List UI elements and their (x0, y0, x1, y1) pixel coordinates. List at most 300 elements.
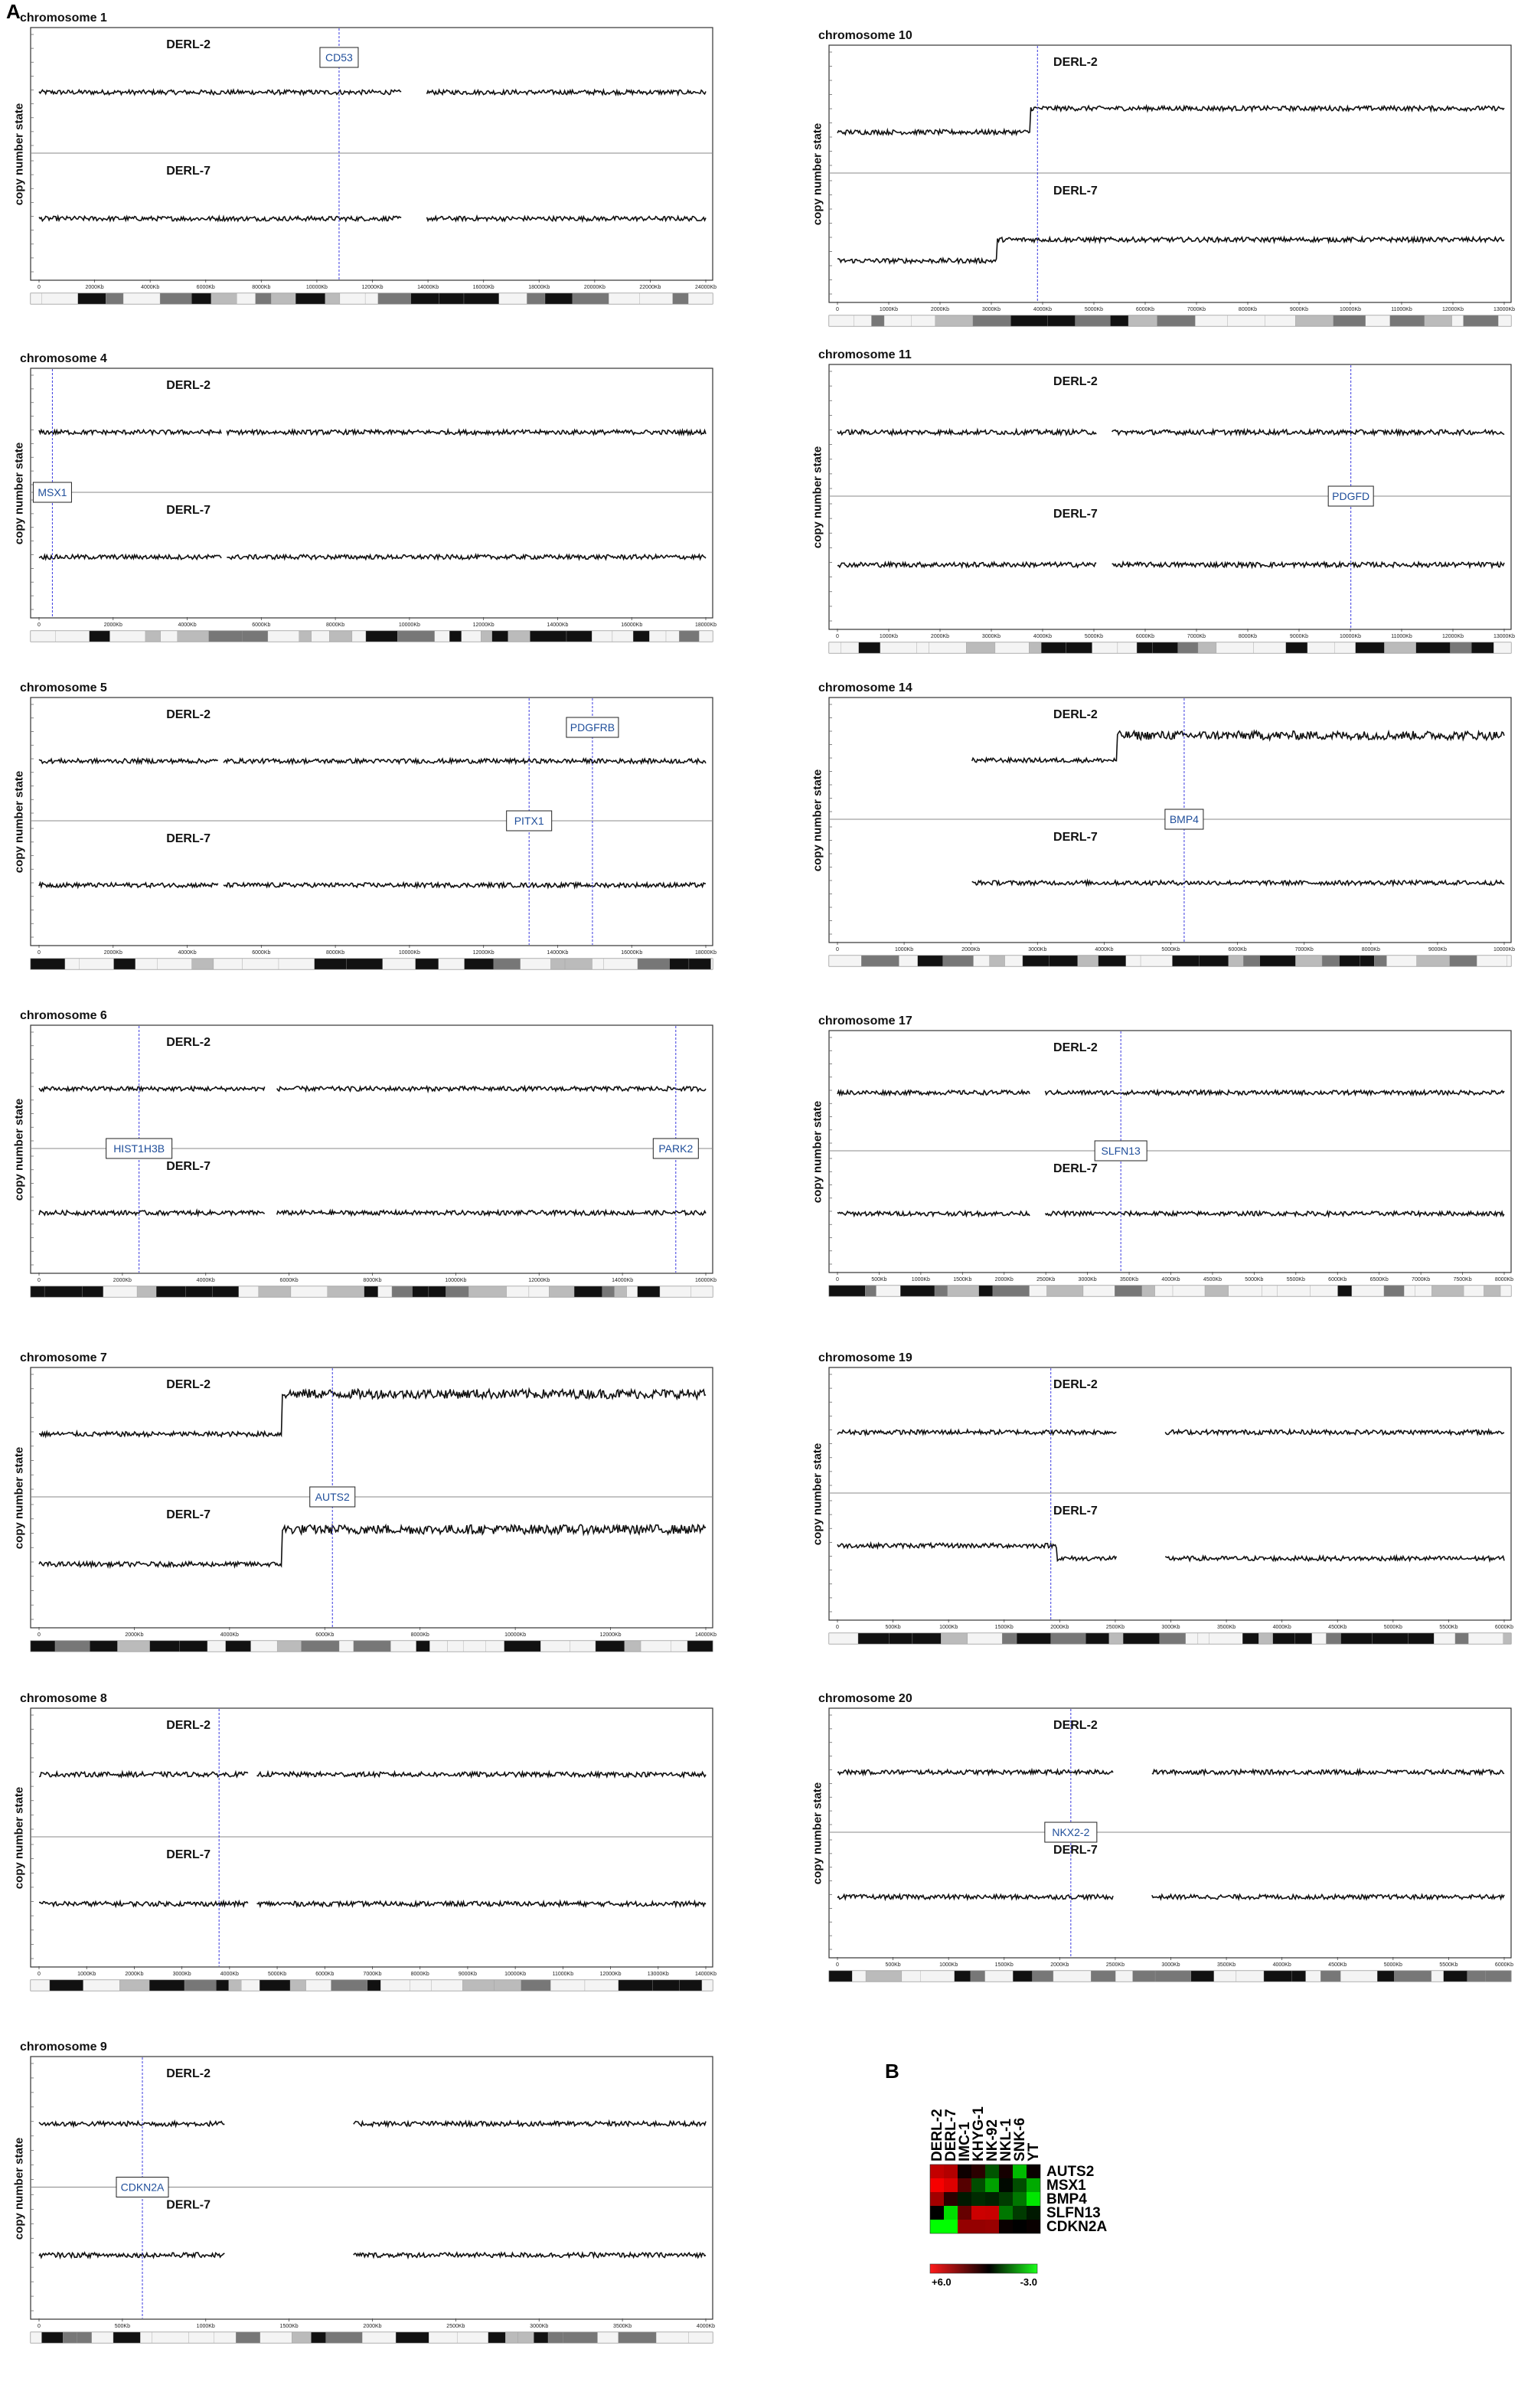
heatmap-row-label: SLFN13 (1046, 2205, 1101, 2221)
series-label: DERL-7 (166, 2198, 211, 2212)
ideogram-band (291, 1286, 328, 1297)
x-tick-label: 5500Kb (1439, 1625, 1458, 1630)
ideogram-band (1091, 1971, 1115, 1982)
ideogram-band (448, 1641, 464, 1652)
ideogram-band (352, 631, 366, 642)
ideogram-band (711, 959, 713, 969)
y-axis-label: copy number state (811, 446, 824, 549)
ideogram-band (671, 1641, 687, 1652)
y-axis-label: copy number state (811, 769, 824, 872)
gene-label: HIST1H3B (113, 1142, 165, 1155)
ideogram-band (1029, 642, 1041, 653)
ideogram-band (1137, 642, 1152, 653)
heatmap-cell (944, 2192, 958, 2206)
ideogram-band (242, 959, 279, 969)
ideogram-band (1236, 1971, 1264, 1982)
x-tick-label: 10000Kb (504, 1632, 527, 1638)
ideogram-band (1384, 1286, 1404, 1296)
x-tick-label: 0 (836, 1625, 839, 1630)
x-tick-label: 14000Kb (694, 1972, 717, 1977)
ideogram-band (65, 959, 79, 969)
ideogram-band (492, 631, 508, 642)
x-tick-label: 4500Kb (1328, 1625, 1347, 1630)
ideogram-band (214, 959, 243, 969)
ideogram-band (1451, 642, 1472, 653)
ideogram-band (259, 1286, 291, 1297)
series-label: DERL-7 (1053, 1505, 1098, 1518)
ideogram-band (295, 293, 325, 304)
x-tick-label: 1000Kb (895, 947, 914, 952)
x-tick-label: 4000Kb (220, 1972, 239, 1977)
x-tick-label: 500Kb (885, 1962, 901, 1968)
x-tick-label: 0 (836, 947, 839, 952)
x-tick-label: 3500Kb (1119, 1277, 1139, 1282)
ideogram-band (858, 1633, 889, 1644)
x-tick-label: 0 (836, 307, 839, 312)
ideogram-band (1415, 1286, 1431, 1296)
ideogram-band (390, 1641, 416, 1652)
ideogram-band (488, 2332, 505, 2343)
ideogram-band (534, 2332, 548, 2343)
x-tick-label: 2000Kb (930, 634, 950, 639)
ideogram-band (83, 1980, 120, 1991)
chromosome-plot (30, 368, 717, 657)
ideogram-band (612, 631, 633, 642)
ideogram-band (429, 1641, 447, 1652)
x-tick-label: 16000Kb (472, 285, 495, 290)
ideogram-band (439, 293, 464, 304)
x-tick-label: 13000Kb (647, 1972, 669, 1977)
ideogram-band (1322, 956, 1340, 966)
ideogram-band (1500, 1286, 1511, 1296)
ideogram-band (140, 2332, 152, 2343)
x-tick-label: 12000Kb (361, 285, 384, 290)
heatmap-cell (1027, 2192, 1040, 2206)
ideogram-band (277, 1641, 301, 1652)
x-tick-label: 2500Kb (1105, 1625, 1125, 1630)
ideogram-band (1498, 315, 1511, 326)
x-tick-label: 24000Kb (694, 285, 717, 290)
series-label: DERL-2 (1053, 1041, 1098, 1054)
ideogram-band (1216, 642, 1254, 653)
heatmap-cell (944, 2220, 958, 2233)
ideogram-band (935, 315, 973, 326)
ideogram-band (918, 956, 943, 966)
ideogram-band (1229, 1286, 1262, 1296)
ideogram-band (1503, 1633, 1511, 1644)
ideogram-band (861, 956, 899, 966)
ideogram-band (1053, 1971, 1091, 1982)
ideogram-band (941, 1633, 968, 1644)
ideogram-band (119, 1980, 149, 1991)
ideogram-band (1078, 956, 1098, 966)
chromosome-title: chromosome 4 (20, 352, 107, 365)
ideogram-band (439, 959, 465, 969)
ideogram-band (1374, 956, 1386, 966)
ideogram-band (615, 1286, 627, 1297)
ideogram-band (77, 2332, 92, 2343)
x-tick-label: 8000Kb (1238, 307, 1258, 312)
ideogram-band (521, 959, 551, 969)
ideogram-band (1178, 642, 1198, 653)
x-tick-label: 0 (38, 950, 41, 956)
ideogram-band (241, 1980, 260, 1991)
ideogram-band (106, 293, 123, 304)
ideogram-band (31, 1286, 44, 1297)
heatmap-column-label: IMC-1 (957, 2122, 973, 2161)
ideogram-band (315, 959, 347, 969)
heatmap-cell (999, 2220, 1013, 2233)
y-axis-label: copy number state (12, 2137, 26, 2240)
x-tick-label: 1000Kb (196, 2324, 215, 2329)
ideogram-band (1109, 1633, 1123, 1644)
ideogram-band (299, 631, 312, 642)
ideogram-band (184, 1980, 216, 1991)
x-tick-label: 3000Kb (1078, 1277, 1097, 1282)
ideogram-band (378, 293, 411, 304)
ideogram-band (679, 1980, 702, 1991)
series-label: DERL-2 (166, 1036, 211, 1049)
ideogram-band (549, 1286, 574, 1297)
x-tick-label: 18000Kb (694, 950, 717, 956)
ideogram-band (1123, 1633, 1160, 1644)
ideogram-band (192, 959, 214, 969)
x-tick-label: 5000Kb (1084, 307, 1104, 312)
ideogram-band (548, 2332, 563, 2343)
ideogram-band (521, 1980, 551, 1991)
ideogram-band (699, 631, 713, 642)
ideogram-band (1295, 956, 1322, 966)
x-tick-label: 1000Kb (77, 1972, 96, 1977)
ideogram-band (329, 631, 352, 642)
chromosome-plot (30, 2056, 716, 2358)
x-tick-label: 12000Kb (1441, 634, 1464, 639)
ideogram-band (1394, 1971, 1431, 1982)
heatmap-row-label: MSX1 (1046, 2178, 1086, 2194)
ideogram-band (1048, 315, 1076, 326)
ideogram-band (1273, 1633, 1295, 1644)
ideogram-band (1030, 1286, 1047, 1296)
series-label: DERL-2 (1053, 708, 1098, 721)
ideogram-band (413, 1286, 429, 1297)
ideogram-band (829, 1633, 858, 1644)
ideogram-band (364, 1286, 378, 1297)
x-tick-label: 10000Kb (1493, 947, 1516, 952)
series-label: DERL-7 (166, 1848, 211, 1861)
x-tick-label: 3500Kb (1217, 1962, 1236, 1968)
ideogram-band (31, 1980, 50, 1991)
heatmap-cell (944, 2178, 958, 2192)
ideogram-band (31, 2332, 41, 2343)
chromosome-plot (828, 1030, 1512, 1312)
heatmap-cell (958, 2206, 971, 2220)
x-tick-label: 1000Kb (939, 1962, 958, 1968)
heatmap-column-label: DERL-2 (929, 2109, 945, 2161)
ideogram-band (912, 1633, 941, 1644)
ideogram-band (1110, 315, 1128, 326)
x-tick-label: 10000Kb (305, 285, 328, 290)
ideogram-band (1085, 1633, 1109, 1644)
heatmap-cell (1027, 2220, 1040, 2233)
x-tick-label: 500Kb (871, 1277, 887, 1282)
x-tick-label: 5000Kb (1084, 634, 1104, 639)
x-tick-label: 10000Kb (398, 950, 420, 956)
ideogram-band (237, 293, 255, 304)
ideogram-band (688, 293, 713, 304)
chromosome-plot (828, 44, 1516, 341)
ideogram-band (638, 1286, 660, 1297)
heatmap-cell (971, 2206, 985, 2220)
ideogram-band (362, 2332, 396, 2343)
ideogram-band (1471, 642, 1493, 653)
x-tick-label: 0 (38, 285, 41, 290)
heatmap-cell (958, 2192, 971, 2206)
ideogram-band (1157, 315, 1196, 326)
x-tick-label: 22000Kb (639, 285, 661, 290)
ideogram-band (325, 293, 340, 304)
x-tick-label: 6000Kb (315, 1972, 335, 1977)
y-axis-label: copy number state (12, 770, 26, 874)
ideogram-band (929, 642, 966, 653)
ideogram-band (1468, 1633, 1503, 1644)
ideogram-band (604, 959, 638, 969)
ideogram-band (31, 631, 56, 642)
ideogram-band (529, 1286, 549, 1297)
heatmap-cell (999, 2206, 1013, 2220)
series-label: DERL-7 (1053, 1844, 1098, 1857)
ideogram-band (1010, 315, 1047, 326)
ideogram-band (1033, 1971, 1053, 1982)
ideogram-band (56, 631, 90, 642)
ideogram-band (656, 2332, 688, 2343)
ideogram-band (396, 2332, 429, 2343)
ideogram-band (229, 1980, 241, 1991)
x-tick-label: 6000Kb (252, 950, 271, 956)
ideogram-band (1464, 1286, 1484, 1296)
ideogram-band (63, 2332, 77, 2343)
series-label: DERL-2 (166, 708, 211, 721)
chromosome-plot (30, 27, 717, 319)
x-tick-label: 8000Kb (410, 1972, 429, 1977)
x-tick-label: 14000Kb (694, 1632, 717, 1638)
ideogram-band (829, 315, 854, 326)
y-axis-label: copy number state (12, 1446, 26, 1550)
ideogram-band (42, 293, 78, 304)
ideogram-band (1260, 956, 1296, 966)
ideogram-band (1076, 315, 1111, 326)
x-tick-label: 6000Kb (1328, 1277, 1347, 1282)
plot-frame (829, 45, 1511, 302)
ideogram-band (1444, 1971, 1467, 1982)
heatmap-column-label: NK-92 (984, 2119, 1001, 2161)
ideogram-band (1338, 1286, 1352, 1296)
ideogram-band (1408, 1633, 1434, 1644)
ideogram-band (592, 631, 612, 642)
x-tick-label: 5500Kb (1286, 1277, 1305, 1282)
gene-label: NKX2-2 (1052, 1826, 1090, 1838)
ideogram-band (866, 1971, 902, 1982)
ideogram-band (468, 1286, 506, 1297)
ideogram-band (1493, 642, 1511, 653)
ideogram-band (481, 631, 491, 642)
ideogram-band (592, 959, 604, 969)
ideogram-band (1092, 642, 1118, 653)
gene-label: CD53 (325, 51, 353, 64)
ideogram-band (150, 1641, 180, 1652)
ideogram-band (573, 293, 609, 304)
ideogram-band (1258, 1633, 1272, 1644)
ideogram-band (1066, 642, 1092, 653)
ideogram-band (619, 1980, 653, 1991)
ideogram-band (1041, 642, 1066, 653)
ideogram-band (829, 1971, 852, 1982)
ideogram-band (639, 293, 673, 304)
ideogram-band (464, 293, 499, 304)
x-tick-label: 3500Kb (613, 2324, 632, 2329)
x-tick-label: 4000Kb (1095, 947, 1114, 952)
ideogram-band (431, 1980, 462, 1991)
x-tick-label: 7000Kb (1412, 1277, 1431, 1282)
chromosome-plot (30, 1707, 717, 2006)
ideogram-band (1455, 1633, 1468, 1644)
ideogram-band (1214, 1971, 1236, 1982)
x-tick-label: 4500Kb (1203, 1277, 1223, 1282)
ideogram-band (236, 2332, 260, 2343)
y-axis-label: copy number state (12, 1786, 26, 1890)
ideogram-band (50, 1980, 83, 1991)
ideogram-band (1431, 1971, 1444, 1982)
ideogram-band (990, 956, 1005, 966)
x-tick-label: 2000Kb (1050, 1625, 1069, 1630)
x-tick-label: 18000Kb (528, 285, 550, 290)
x-tick-label: 2000Kb (125, 1972, 144, 1977)
x-tick-label: 14000Kb (547, 950, 569, 956)
ideogram-band (242, 631, 268, 642)
x-tick-label: 2000Kb (103, 950, 122, 956)
ideogram-band (619, 2332, 656, 2343)
ideogram-band (1050, 956, 1078, 966)
x-tick-label: 11000Kb (1391, 307, 1412, 312)
ideogram-band (302, 1641, 340, 1652)
x-tick-label: 4000Kb (1272, 1625, 1291, 1630)
ideogram-band (1320, 1971, 1340, 1982)
ideogram-band (1253, 642, 1285, 653)
series-label: DERL-7 (1053, 831, 1098, 844)
heatmap-cell (985, 2192, 999, 2206)
ideogram-band (1366, 315, 1390, 326)
x-tick-label: 7500Kb (1453, 1277, 1472, 1282)
chromosome-title: chromosome 11 (818, 348, 912, 361)
expression-heatmap (915, 2056, 1175, 2331)
y-axis-label: copy number state (811, 1443, 824, 1546)
x-tick-label: 3000Kb (1161, 1625, 1180, 1630)
heatmap-column-label: DERL-7 (943, 2109, 959, 2161)
ideogram-band (367, 1980, 380, 1991)
ideogram-band (563, 2332, 597, 2343)
x-tick-label: 9000Kb (1428, 947, 1447, 952)
x-tick-label: 1500Kb (994, 1962, 1014, 1968)
ideogram-band (688, 2332, 713, 2343)
x-tick-label: 5000Kb (1383, 1625, 1402, 1630)
heatmap-cell (1027, 2206, 1040, 2220)
chromosome-title: chromosome 19 (818, 1351, 912, 1364)
series-label: DERL-2 (1053, 375, 1098, 388)
ideogram-band (290, 1980, 306, 1991)
gene-label: MSX1 (38, 486, 67, 498)
heatmap-cell (1027, 2165, 1040, 2178)
series-label: DERL-2 (166, 379, 211, 392)
ideogram-band (673, 293, 688, 304)
ideogram-band (841, 642, 859, 653)
ideogram-band (1133, 1971, 1155, 1982)
series-label: DERL-2 (166, 1378, 211, 1391)
ideogram-band (550, 1980, 585, 1991)
x-tick-label: 7000Kb (1187, 307, 1206, 312)
ideogram-band (268, 631, 299, 642)
chromosome-title: chromosome 17 (818, 1014, 912, 1028)
ideogram-band (1209, 1633, 1242, 1644)
plot-frame (31, 368, 713, 618)
heatmap-cell (1013, 2220, 1027, 2233)
ideogram-band (1115, 1286, 1142, 1296)
x-tick-label: 2500Kb (1105, 1962, 1125, 1968)
x-tick-label: 2500Kb (446, 2324, 465, 2329)
ideogram-band (328, 1286, 364, 1297)
x-tick-label: 3500Kb (1217, 1625, 1236, 1630)
ideogram-band (1242, 1633, 1258, 1644)
x-tick-label: 0 (836, 634, 839, 639)
heatmap-cell (930, 2165, 944, 2178)
gene-label: AUTS2 (315, 1491, 350, 1503)
ideogram-band (899, 956, 917, 966)
heatmap-cell (1013, 2178, 1027, 2192)
ideogram-band (1199, 956, 1229, 966)
series-label: DERL-2 (1053, 1378, 1098, 1391)
ideogram-band (1243, 956, 1259, 966)
x-tick-label: 6000Kb (252, 622, 271, 628)
ideogram-band (326, 2332, 363, 2343)
x-tick-label: 0 (38, 1972, 41, 1977)
ideogram-band (306, 1980, 331, 1991)
ideogram-band (90, 1641, 117, 1652)
x-tick-label: 3000Kb (172, 1972, 191, 1977)
ideogram-band (829, 1286, 865, 1296)
x-tick-label: 0 (38, 622, 41, 628)
x-tick-label: 8000Kb (363, 1278, 382, 1283)
ideogram-band (1291, 1971, 1305, 1982)
x-tick-label: 4000Kb (196, 1278, 215, 1283)
plot-frame (31, 1367, 713, 1628)
ideogram-band (1141, 956, 1172, 966)
ideogram-band (660, 1286, 691, 1297)
ideogram-band (279, 959, 315, 969)
chromosome-title: chromosome 8 (20, 1692, 107, 1705)
colorbar (930, 2264, 1037, 2273)
ideogram-band (570, 1641, 596, 1652)
chromosome-title: chromosome 1 (20, 11, 107, 25)
gene-label: SLFN13 (1101, 1145, 1141, 1157)
ideogram-band (1334, 315, 1366, 326)
x-tick-label: 1500Kb (994, 1625, 1014, 1630)
ideogram-band (627, 1286, 638, 1297)
plot-frame (829, 1367, 1511, 1620)
ideogram-band (974, 956, 990, 966)
x-tick-label: 14000Kb (417, 285, 439, 290)
ideogram-band (504, 1641, 541, 1652)
ideogram-band (135, 959, 158, 969)
x-tick-label: 10000Kb (1339, 307, 1362, 312)
ideogram-band (103, 1286, 137, 1297)
